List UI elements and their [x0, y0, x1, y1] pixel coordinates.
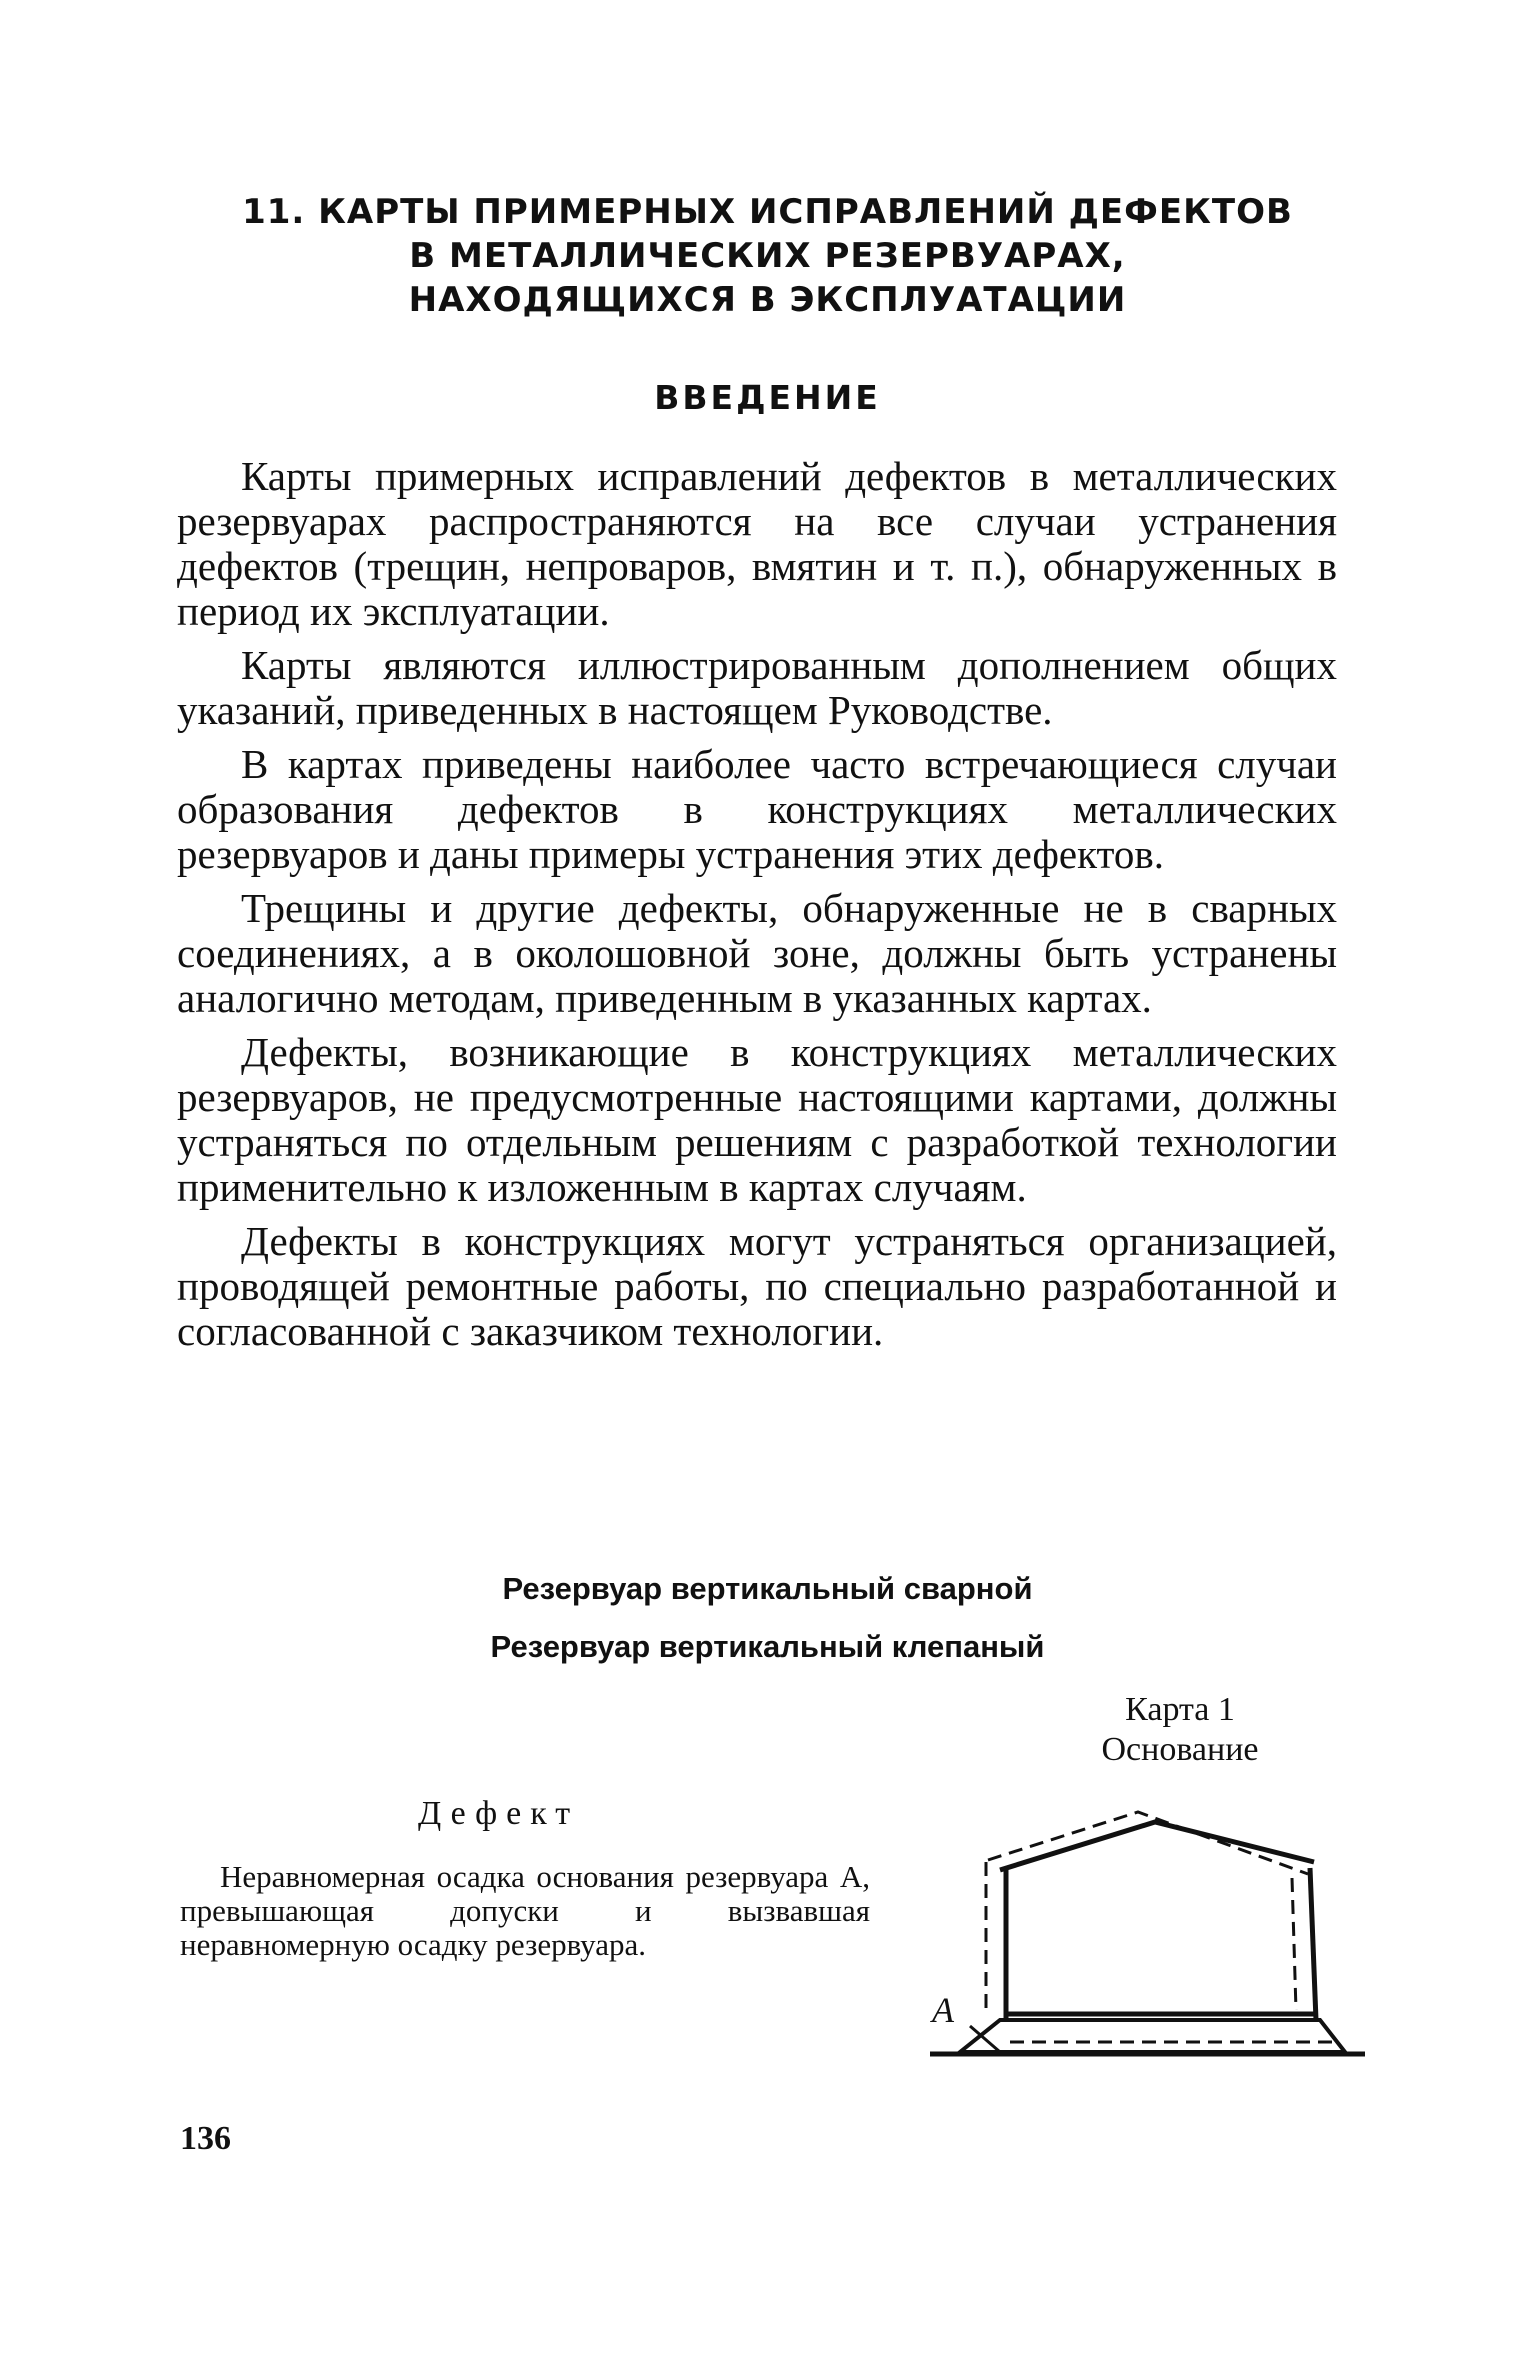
subtitle-welded-tank: Резервуар вертикальный сварной [502, 1571, 1033, 1606]
label-a: А [932, 1990, 954, 2030]
introduction-body [177, 454, 1337, 1363]
card-section: Основание [1101, 1731, 1259, 1768]
card-label [1000, 1690, 1360, 1770]
heading-line-3: НАХОДЯЩИХСЯ В ЭКСПЛУАТАЦИИ [408, 280, 1127, 320]
tank-settlement-diagram [900, 1790, 1380, 2090]
defect-description [180, 1860, 870, 1962]
intro-paragraph-1: Карты примерных исправлений дефектов в металлических резервуарах распространяются на все случаи устранения дефектов (трещин, непроваров, вмятин и т. п.), обнаруженных в период их эксплуатации. [177, 453, 1337, 634]
intro-paragraph-5: Дефекты, возникающие в конструкциях металлических резервуаров, не предусмотренные настоящими картами, должны устраняться по отдельным решениям с разработкой технологии применительно к изложенным в картах случаям. [177, 1029, 1337, 1210]
original-roof-dashed [988, 1812, 1308, 1874]
intro-paragraph-3: В картах приведены наиболее часто встречающиеся случаи образования дефектов в конструкциях металлических резервуаров и даны примеры устранения этих дефектов. [177, 741, 1337, 877]
original-right-wall-dashed [1292, 1878, 1296, 2010]
heading-line-1: 11. КАРТЫ ПРИМЕРНЫХ ИСПРАВЛЕНИЙ ДЕФЕКТОВ [242, 192, 1293, 232]
introduction-title: ВВЕДЕНИЕ [654, 378, 881, 417]
subtitle-riveted-tank: Резервуар вертикальный клепаный [490, 1629, 1045, 1664]
section-heading [150, 190, 1385, 322]
heading-line-2: В МЕТАЛЛИЧЕСКИХ РЕЗЕРВУАРАХ, [409, 236, 1126, 276]
foundation-base [960, 2020, 1345, 2052]
tank-right-wall [1310, 1868, 1316, 2020]
defect-title: Дефект [418, 1795, 580, 1832]
tank-type-titles [150, 1560, 1385, 1676]
intro-paragraph-6: Дефекты в конструкциях могут устраняться организацией, проводящей ремонтные работы, по специально разработанной и согласованной с заказчиком технологии. [177, 1218, 1337, 1354]
intro-paragraph-2: Карты являются иллюстрированным дополнением общих указаний, приведенных в настоящем Руководстве. [177, 642, 1337, 733]
defect-description-text: Неравномерная осадка основания резервуара А, превышающая допуски и вызвавшая неравномерную осадку резервуара. [180, 1859, 870, 1962]
page-number: 136 [180, 2120, 231, 2157]
card-number: Карта 1 [1125, 1691, 1235, 1728]
tank-roof [1000, 1822, 1314, 1870]
intro-paragraph-4: Трещины и другие дефекты, обнаруженные не в сварных соединениях, а в околошовной зоне, должны быть устранены аналогично методам, приведенным в указанных картах. [177, 885, 1337, 1021]
